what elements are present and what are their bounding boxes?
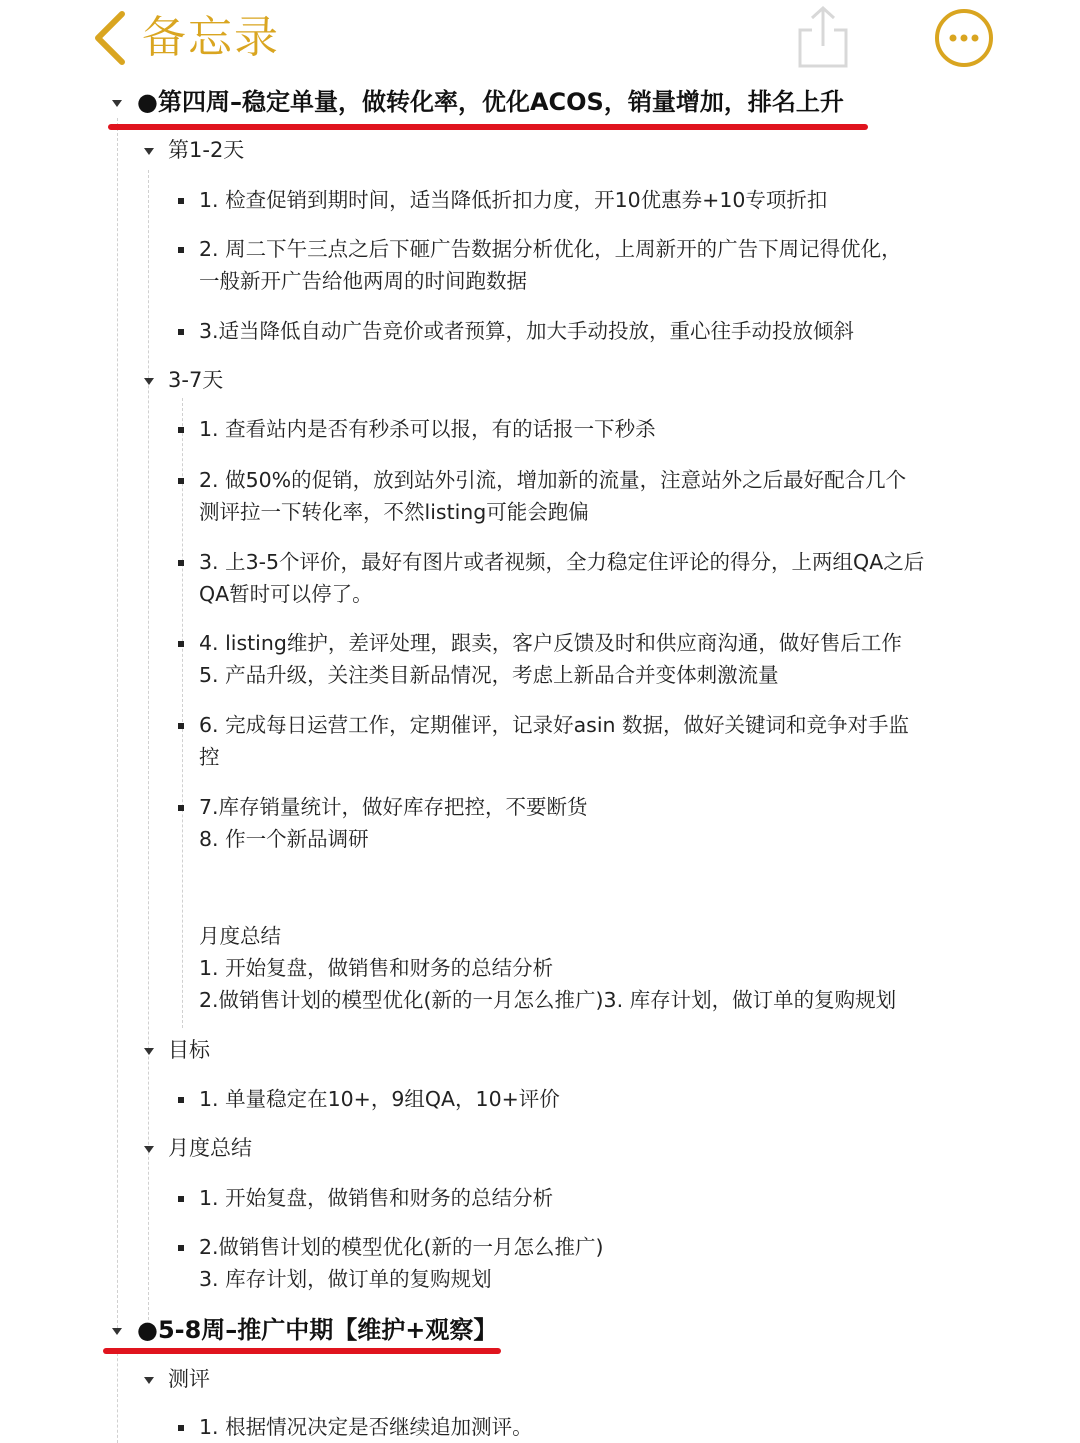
list-item-continued: 2.做销售计划的模型优化(新的一月怎么推广)3. 库存计划，做订单的复购规划 bbox=[199, 988, 897, 1012]
list-item: 4. listing维护，差评处理，跟卖，客户反馈及时和供应商沟通，做好售后工作 bbox=[199, 631, 902, 655]
outline-guide bbox=[117, 1348, 118, 1443]
list-item-continued: 测评拉一下转化率，不然listing可能会跑偏 bbox=[199, 500, 589, 524]
group-heading: 第1-2天 bbox=[168, 138, 245, 162]
list-item: 2. 周二下午三点之后下砸广告数据分析优化，上周新开的广告下周记得优化， bbox=[199, 237, 902, 261]
collapse-triangle-icon[interactable] bbox=[112, 100, 122, 107]
list-item-continued: 一般新开广告给他两周的时间跑数据 bbox=[199, 269, 527, 293]
collapse-triangle-icon[interactable] bbox=[144, 148, 154, 155]
collapse-triangle-icon[interactable] bbox=[144, 1146, 154, 1153]
bullet-icon bbox=[178, 1245, 184, 1251]
bullet-icon bbox=[178, 805, 184, 811]
list-item: 1. 查看站内是否有秒杀可以报，有的话报一下秒杀 bbox=[199, 417, 656, 441]
collapse-triangle-icon[interactable] bbox=[144, 1048, 154, 1055]
list-item: 3. 上3-5个评价，最好有图片或者视频，全力稳定住评论的得分，上两组QA之后 bbox=[199, 550, 925, 574]
group-heading: 3-7天 bbox=[168, 368, 224, 392]
list-item-continued: 月度总结 bbox=[199, 924, 281, 948]
section-heading: ●第四周–稳定单量，做转化率，优化ACOS，销量增加，排名上升 bbox=[137, 88, 844, 116]
group-heading: 目标 bbox=[168, 1038, 210, 1062]
collapse-triangle-icon[interactable] bbox=[144, 1377, 154, 1384]
list-item-continued: 1. 开始复盘，做销售和财务的总结分析 bbox=[199, 956, 554, 980]
list-item: 1. 开始复盘，做销售和财务的总结分析 bbox=[199, 1186, 554, 1210]
bullet-icon bbox=[178, 560, 184, 566]
group-heading: 测评 bbox=[168, 1367, 210, 1391]
bullet-icon bbox=[178, 1425, 184, 1431]
bullet-icon bbox=[178, 641, 184, 647]
back-label: 备忘录 bbox=[142, 12, 280, 63]
bullet-icon bbox=[178, 198, 184, 204]
bullet-icon bbox=[178, 427, 184, 433]
bullet-icon bbox=[178, 723, 184, 729]
outline-guide bbox=[117, 118, 118, 1328]
list-item-continued: 3. 库存计划，做订单的复购规划 bbox=[199, 1267, 492, 1291]
bullet-icon bbox=[178, 1196, 184, 1202]
group-heading: 月度总结 bbox=[168, 1136, 252, 1160]
list-item: 2.做销售计划的模型优化(新的一月怎么推广) bbox=[199, 1235, 604, 1259]
list-item: 1. 根据情况决定是否继续追加测评。 bbox=[199, 1415, 533, 1439]
list-item-continued: 控 bbox=[199, 745, 220, 769]
outline-guide bbox=[182, 398, 183, 1028]
bullet-icon bbox=[178, 1097, 184, 1103]
list-item-continued: 8. 作一个新品调研 bbox=[199, 827, 369, 851]
list-item: 7.库存销量统计，做好库存把控，不要断货 bbox=[199, 795, 588, 819]
list-item-continued: QA暂时可以停了。 bbox=[199, 582, 373, 606]
list-item: 1. 单量稳定在10+，9组QA，10+评价 bbox=[199, 1087, 560, 1111]
red-underline bbox=[108, 124, 868, 130]
list-item: 1. 检查促销到期时间，适当降低折扣力度，开10优惠券+10专项折扣 bbox=[199, 188, 828, 212]
bullet-icon bbox=[178, 329, 184, 335]
list-item-continued: 5. 产品升级，关注类目新品情况，考虑上新品合并变体刺激流量 bbox=[199, 663, 779, 687]
section-heading: ●5-8周–推广中期【维护+观察】 bbox=[137, 1316, 498, 1344]
list-item: 2. 做50%的促销，放到站外引流，增加新的流量，注意站外之后最好配合几个 bbox=[199, 468, 907, 492]
collapse-triangle-icon[interactable] bbox=[112, 1328, 122, 1335]
red-underline bbox=[103, 1348, 501, 1354]
collapse-triangle-icon[interactable] bbox=[144, 378, 154, 385]
list-item: 6. 完成每日运营工作，定期催评，记录好asin 数据，做好关键词和竞争对手监 bbox=[199, 713, 910, 737]
bullet-icon bbox=[178, 247, 184, 253]
bullet-icon bbox=[178, 478, 184, 484]
list-item: 3.适当降低自动广告竞价或者预算，加大手动投放，重心往手动投放倾斜 bbox=[199, 319, 855, 343]
